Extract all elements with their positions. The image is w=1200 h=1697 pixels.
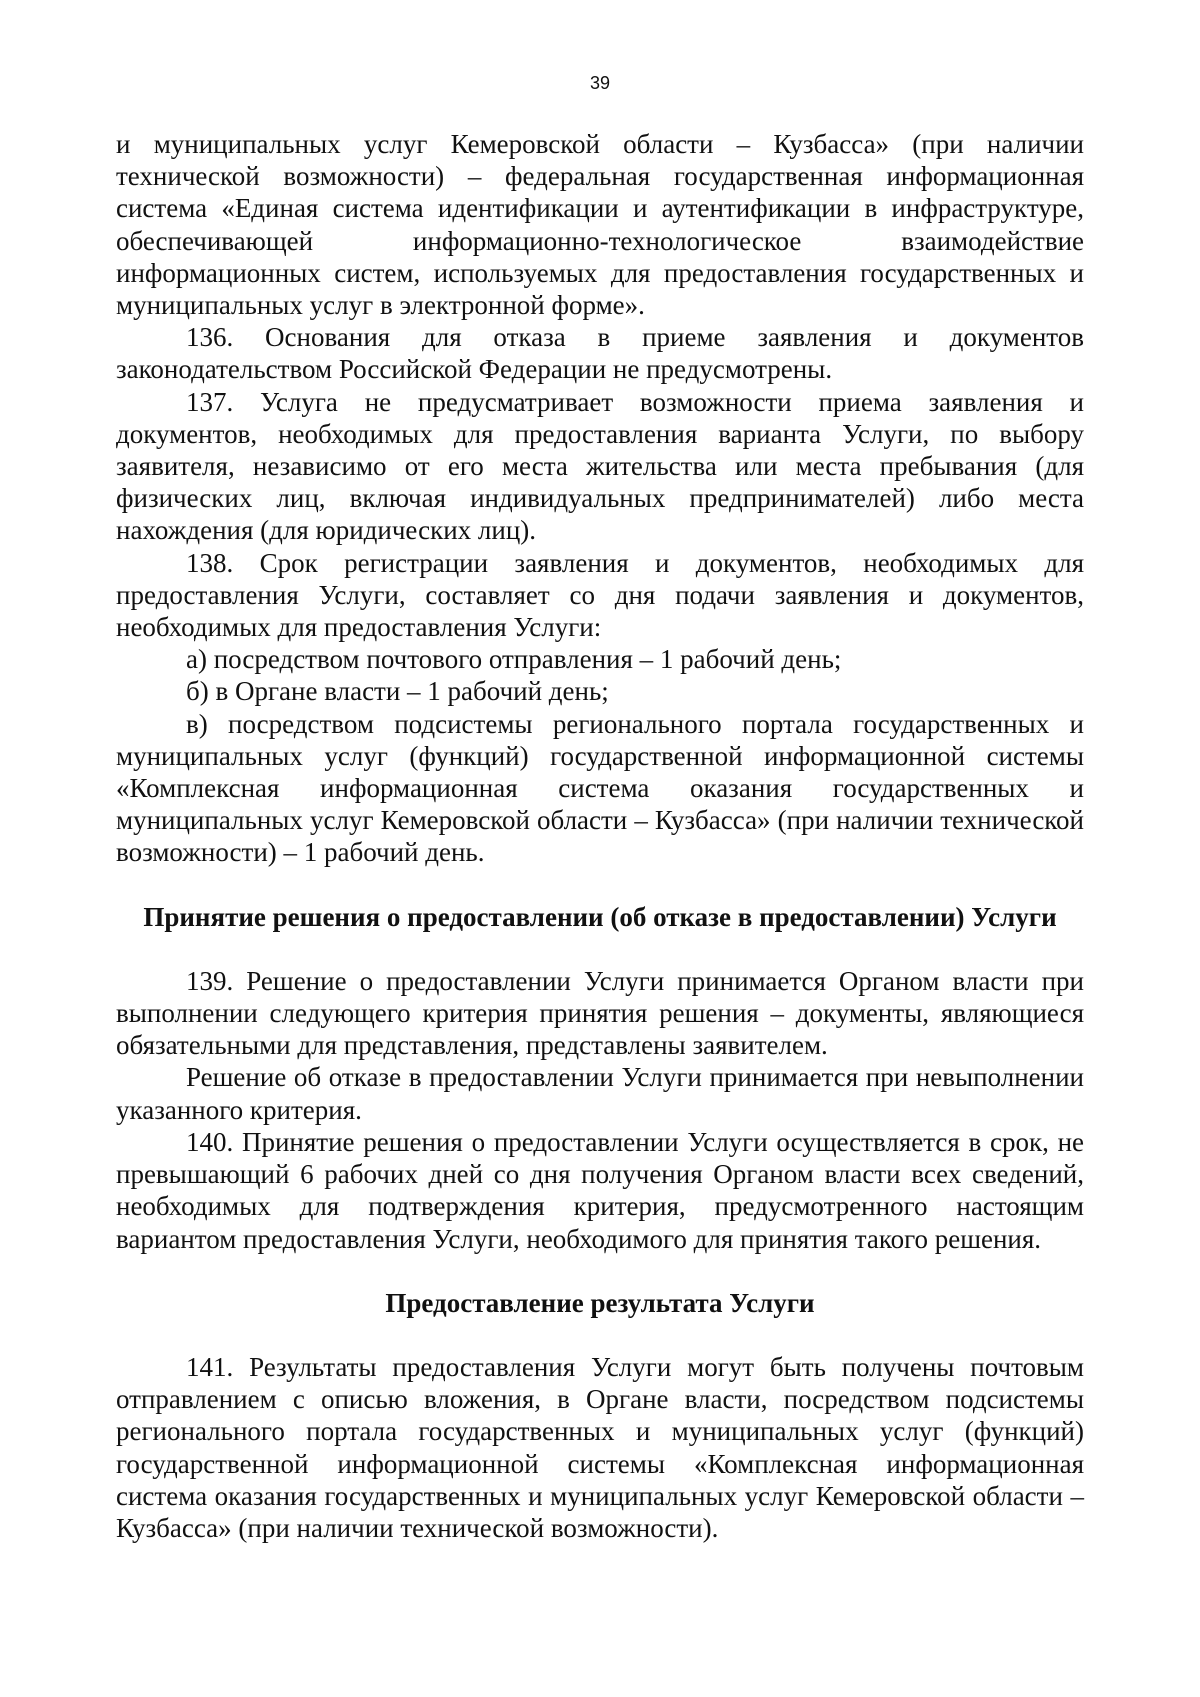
section-spacer xyxy=(116,1255,1084,1287)
paragraph-136: 136. Основания для отказа в приеме заявления и документов законодательством Российской Федерации не предусмотрены. xyxy=(116,322,1084,385)
paragraph-137: 137. Услуга не предусматривает возможности приема заявления и документов, необходимых для предоставления варианта Услуги, по выбору заявителя, независимо от его места жительства или места пребывания (для физических лиц, включая индивидуальных предпринимателей) либо места нахождения (для юридических лиц). xyxy=(116,386,1084,546)
list-item-v: в) посредством подсистемы регионального портала государственных и муниципальных услуг (функций) государственной информационной системы «Комплексная информационная система оказания государственных и муниципальных услуг Кемеровской области – Кузбасса» (при наличии технической возможности) – 1 рабочий день. xyxy=(116,708,1084,868)
paragraph-140: 140. Принятие решения о предоставлении Услуги осуществляется в срок, не превышающий 6 рабочих дней со дня получения Органом власти всех сведений, необходимых для подтверждения критерия, предусмотренного настоящим вариантом предоставления Услуги, необходимого для принятия такого решения. xyxy=(116,1126,1084,1254)
paragraph-141: 141. Результаты предоставления Услуги могут быть получены почтовым отправлением с описью вложения, в Органе власти, посредством подсистемы регионального портала государственных и муниципальных услуг (функций) государственной информационной системы «Комплексная информационная система оказания государственных и муниципальных услуг Кемеровской области – Кузбасса» (при наличии технической возможности). xyxy=(116,1351,1084,1543)
page-number: 39 xyxy=(589,73,611,93)
list-item-a: а) посредством почтового отправления – 1 рабочий день; xyxy=(186,644,842,675)
section-spacer xyxy=(116,869,1084,901)
paragraph-139: 139. Решение о предоставлении Услуги принимается Органом власти при выполнении следующего критерия принятия решения – документы, являющиеся обязательными для представления, представлены заявителем. xyxy=(116,965,1084,1061)
section-spacer xyxy=(116,1319,1084,1351)
paragraph-138: 138. Срок регистрации заявления и документов, необходимых для предоставления Услуги, составляет со дня подачи заявления и документов, необходимых для предоставления Услуги: xyxy=(116,547,1084,643)
section-heading-decision: Принятие решения о предоставлении (об отказе в предоставлении) Услуги xyxy=(143,901,1057,932)
section-spacer xyxy=(116,933,1084,965)
paragraph-refusal: Решение об отказе в предоставлении Услуги принимается при невыполнении указанного критерия. xyxy=(116,1062,1084,1125)
paragraph-continuation: и муниципальных услуг Кемеровской области – Кузбасса» (при наличии технической возможности) – федеральная государственная информационная система «Единая система идентификации и аутентификации в инфраструктуре, обеспечивающей информационно-технологическое взаимодействие информационных систем, используемых для предоставления государственных и муниципальных услуг в электронной форме». xyxy=(116,129,1084,321)
document-body xyxy=(116,128,1084,1544)
section-heading-result: Предоставление результата Услуги xyxy=(385,1287,815,1318)
list-item-b: б) в Органе власти – 1 рабочий день; xyxy=(186,676,609,707)
